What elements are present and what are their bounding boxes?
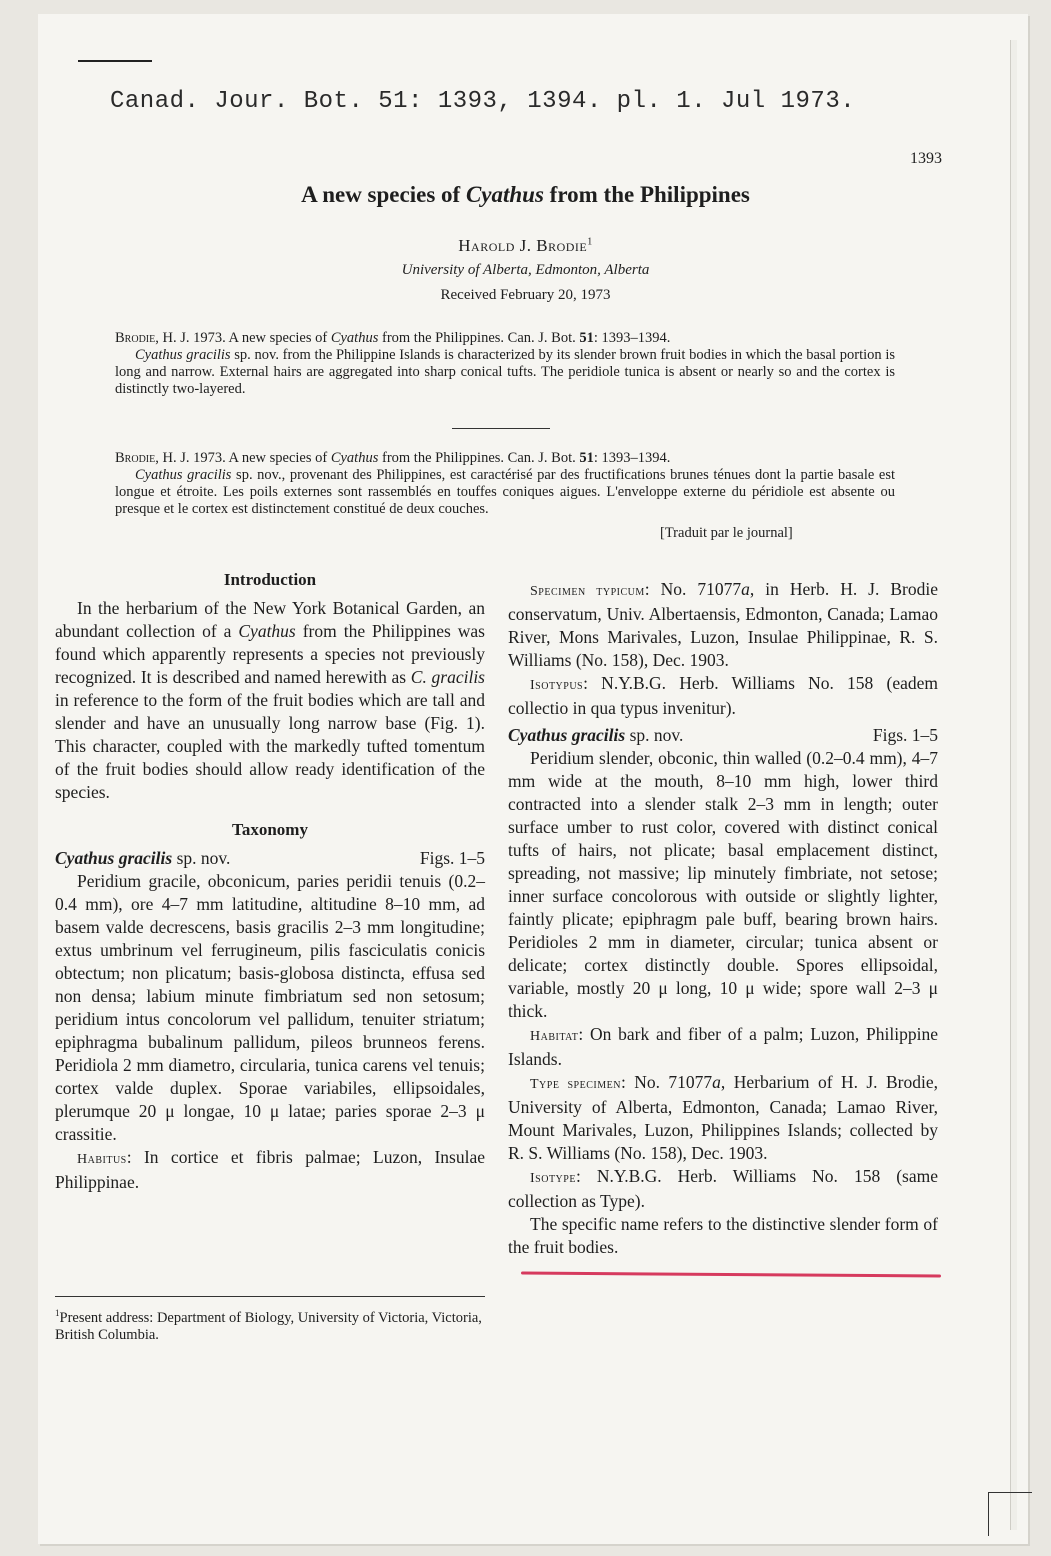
abstract-french (115, 450, 895, 518)
abstract-citation: Brodie, H. J. 1973. A new species of Cyathus from the Philippines. Can. J. Bot. 51: 1393–1394. (115, 450, 671, 466)
introduction-paragraph: In the herbarium of the New York Botanical Garden, an abundant collection of a Cyathus from the Philippines was found which apparently represents a species not previously recognized. It is described and named herewith as C. gracilis in reference to the form of the fruit bodies which are tall and slender and have an unusually long narrow base (Fig. 1). This character, coupled with the markedly tufted tomentum of the fruit bodies should allow ready identification of the species. (55, 598, 485, 802)
taxonomy-heading: Taxonomy (232, 820, 308, 839)
author-affiliation: University of Alberta, Edmonton, Alberta (401, 262, 650, 278)
closing-paragraph: The specific name refers to the distinctive slender form of the fruit bodies. (508, 1214, 938, 1257)
crop-mark-horizontal (988, 1492, 1032, 1493)
english-description: Peridium slender, obconic, thin walled (0.2–0.4 mm), 4–7 mm wide at the mouth, 8–10 mm high, lower third contracted into a slender stalk 2–3 mm in length; outer surface umber to rust color, covered with distinct conical tufts of hairs, not plicate; basal emplacement distinct, spreading, not massive; lip minutely fimbriate, not setose; inner surface concolorous with outside or slightly lighter, faintly plicate; epiphragm pale buff, bearing brown hairs. Peridioles 2 mm in diameter, circular; tunica absent or delicate; cortex distinctly double. Spores ellipsoidal, variable, mostly 20 μ long, 10 μ wide; spore wall 2–3 μ thick. (508, 748, 938, 1021)
type-specimen-paragraph: Type specimen: No. 71077a, Herbarium of H. J. Brodie, University of Alberta, Edmonton, Canada; Lamao River, Mount Marivales, Luzon, Philippines Islands; collected by R. S. Williams (No. 158), Dec. 1903. (508, 1072, 938, 1163)
pen-dash-mark (78, 60, 152, 62)
footnote: $^1$Present address: Department of Biology, University of Victoria, Victoria, British Columbia. (55, 1296, 485, 1344)
abstract-text: Cyathus gracilis sp. nov. from the Philippine Islands is characterized by its slender brown fruit bodies in which the basal portion is long and narrow. External hairs are aggregated into sharp conical tufts. The peridiole tunica is absent or nearly so and the cortex is distinctly two-layered. (115, 347, 896, 397)
translation-note: [Traduit par le journal] (660, 525, 793, 541)
typed-citation: Canad. Jour. Bot. 51: 1393, 1394. pl. 1. Jul 1973. (110, 88, 856, 115)
received-date: Received February 20, 1973 (440, 287, 611, 303)
abstract-english (115, 330, 895, 398)
latin-description: Peridium gracile, obconicum, paries peridii tenuis (0.2–0.4 mm), ore 4–7 mm latitudine, altitudine 8–10 mm, ad basem valde decrescens, basis gracilis 2–3 mm longitudine; extus umbrinum vel ferrugineum, pilis fasciculatis conicis obtectum; non plicatum; basis-globosa distincta, effusa sed non densa; labium minute fimbriatum sed non setosum; peridium intus concolorum vel pallidum, tenuiter striatum; epiphragma bubalinum pallidum, pileos brunneos ferens. Peridiola 2 mm diametro, circularia, tunica carens vel tenuis; cortex valde duplex. Sporae variabiles, ellipsoidales, plerumque 20 μ longae, 10 μ latae; paries sporae 2–3 μ crassitie. (55, 871, 485, 1144)
habitus-paragraph: Habitus: In cortice et fibris palmae; Luzon, Insulae Philippinae. (55, 1147, 485, 1192)
specimen-typicum-paragraph: Specimen typicum: No. 71077a, in Herb. H. J. Brodie conservatum, Univ. Albertaensis, Edmonton, Canada; Lamao River, Mons Marivales, Luzon, Insulae Philippinae, R. S. Williams (No. 158), Dec. 1903. (508, 579, 938, 670)
page-number: 1393 (910, 150, 942, 167)
habitat-paragraph: Habitat: On bark and fiber of a palm; Luzon, Philippine Islands. (508, 1024, 938, 1069)
right-column (508, 578, 938, 1259)
abstract-text: Cyathus gracilis sp. nov., provenant des Philippines, est caractérisé par des fructifications brunes ténues dont la partie basale est longue et étroite. Les poils externes sont rassemblés en touffes coniques aigues. L'enveloppe externe du péridiole est absente ou presque et le cortex est distinctement constitué de deux couches. (115, 467, 895, 517)
author-name: Harold J. Brodie$^1$ (458, 236, 593, 255)
english-species-line: Cyathus gracilis sp. nov. Figs. 1–5 (508, 725, 938, 745)
introduction-heading: Introduction (223, 570, 317, 589)
isotype-paragraph: Isotype: N.Y.B.G. Herb. Williams No. 158 (same collection as Type). (508, 1166, 938, 1211)
latin-species-line: Cyathus gracilis sp. nov. Figs. 1–5 (55, 848, 485, 868)
abstract-citation: Brodie, H. J. 1973. A new species of Cyathus from the Philippines. Can. J. Bot. 51: 1393–1394. (115, 330, 671, 346)
left-column (55, 568, 485, 1194)
isotypus-paragraph: Isotypus: N.Y.B.G. Herb. Williams No. 158 (eadem collectio in qua typus invenitur). (508, 673, 938, 718)
article-title: A new species of Cyathus from the Philippines (301, 182, 750, 207)
crop-mark-vertical (988, 1492, 989, 1536)
abstract-divider (452, 428, 550, 429)
